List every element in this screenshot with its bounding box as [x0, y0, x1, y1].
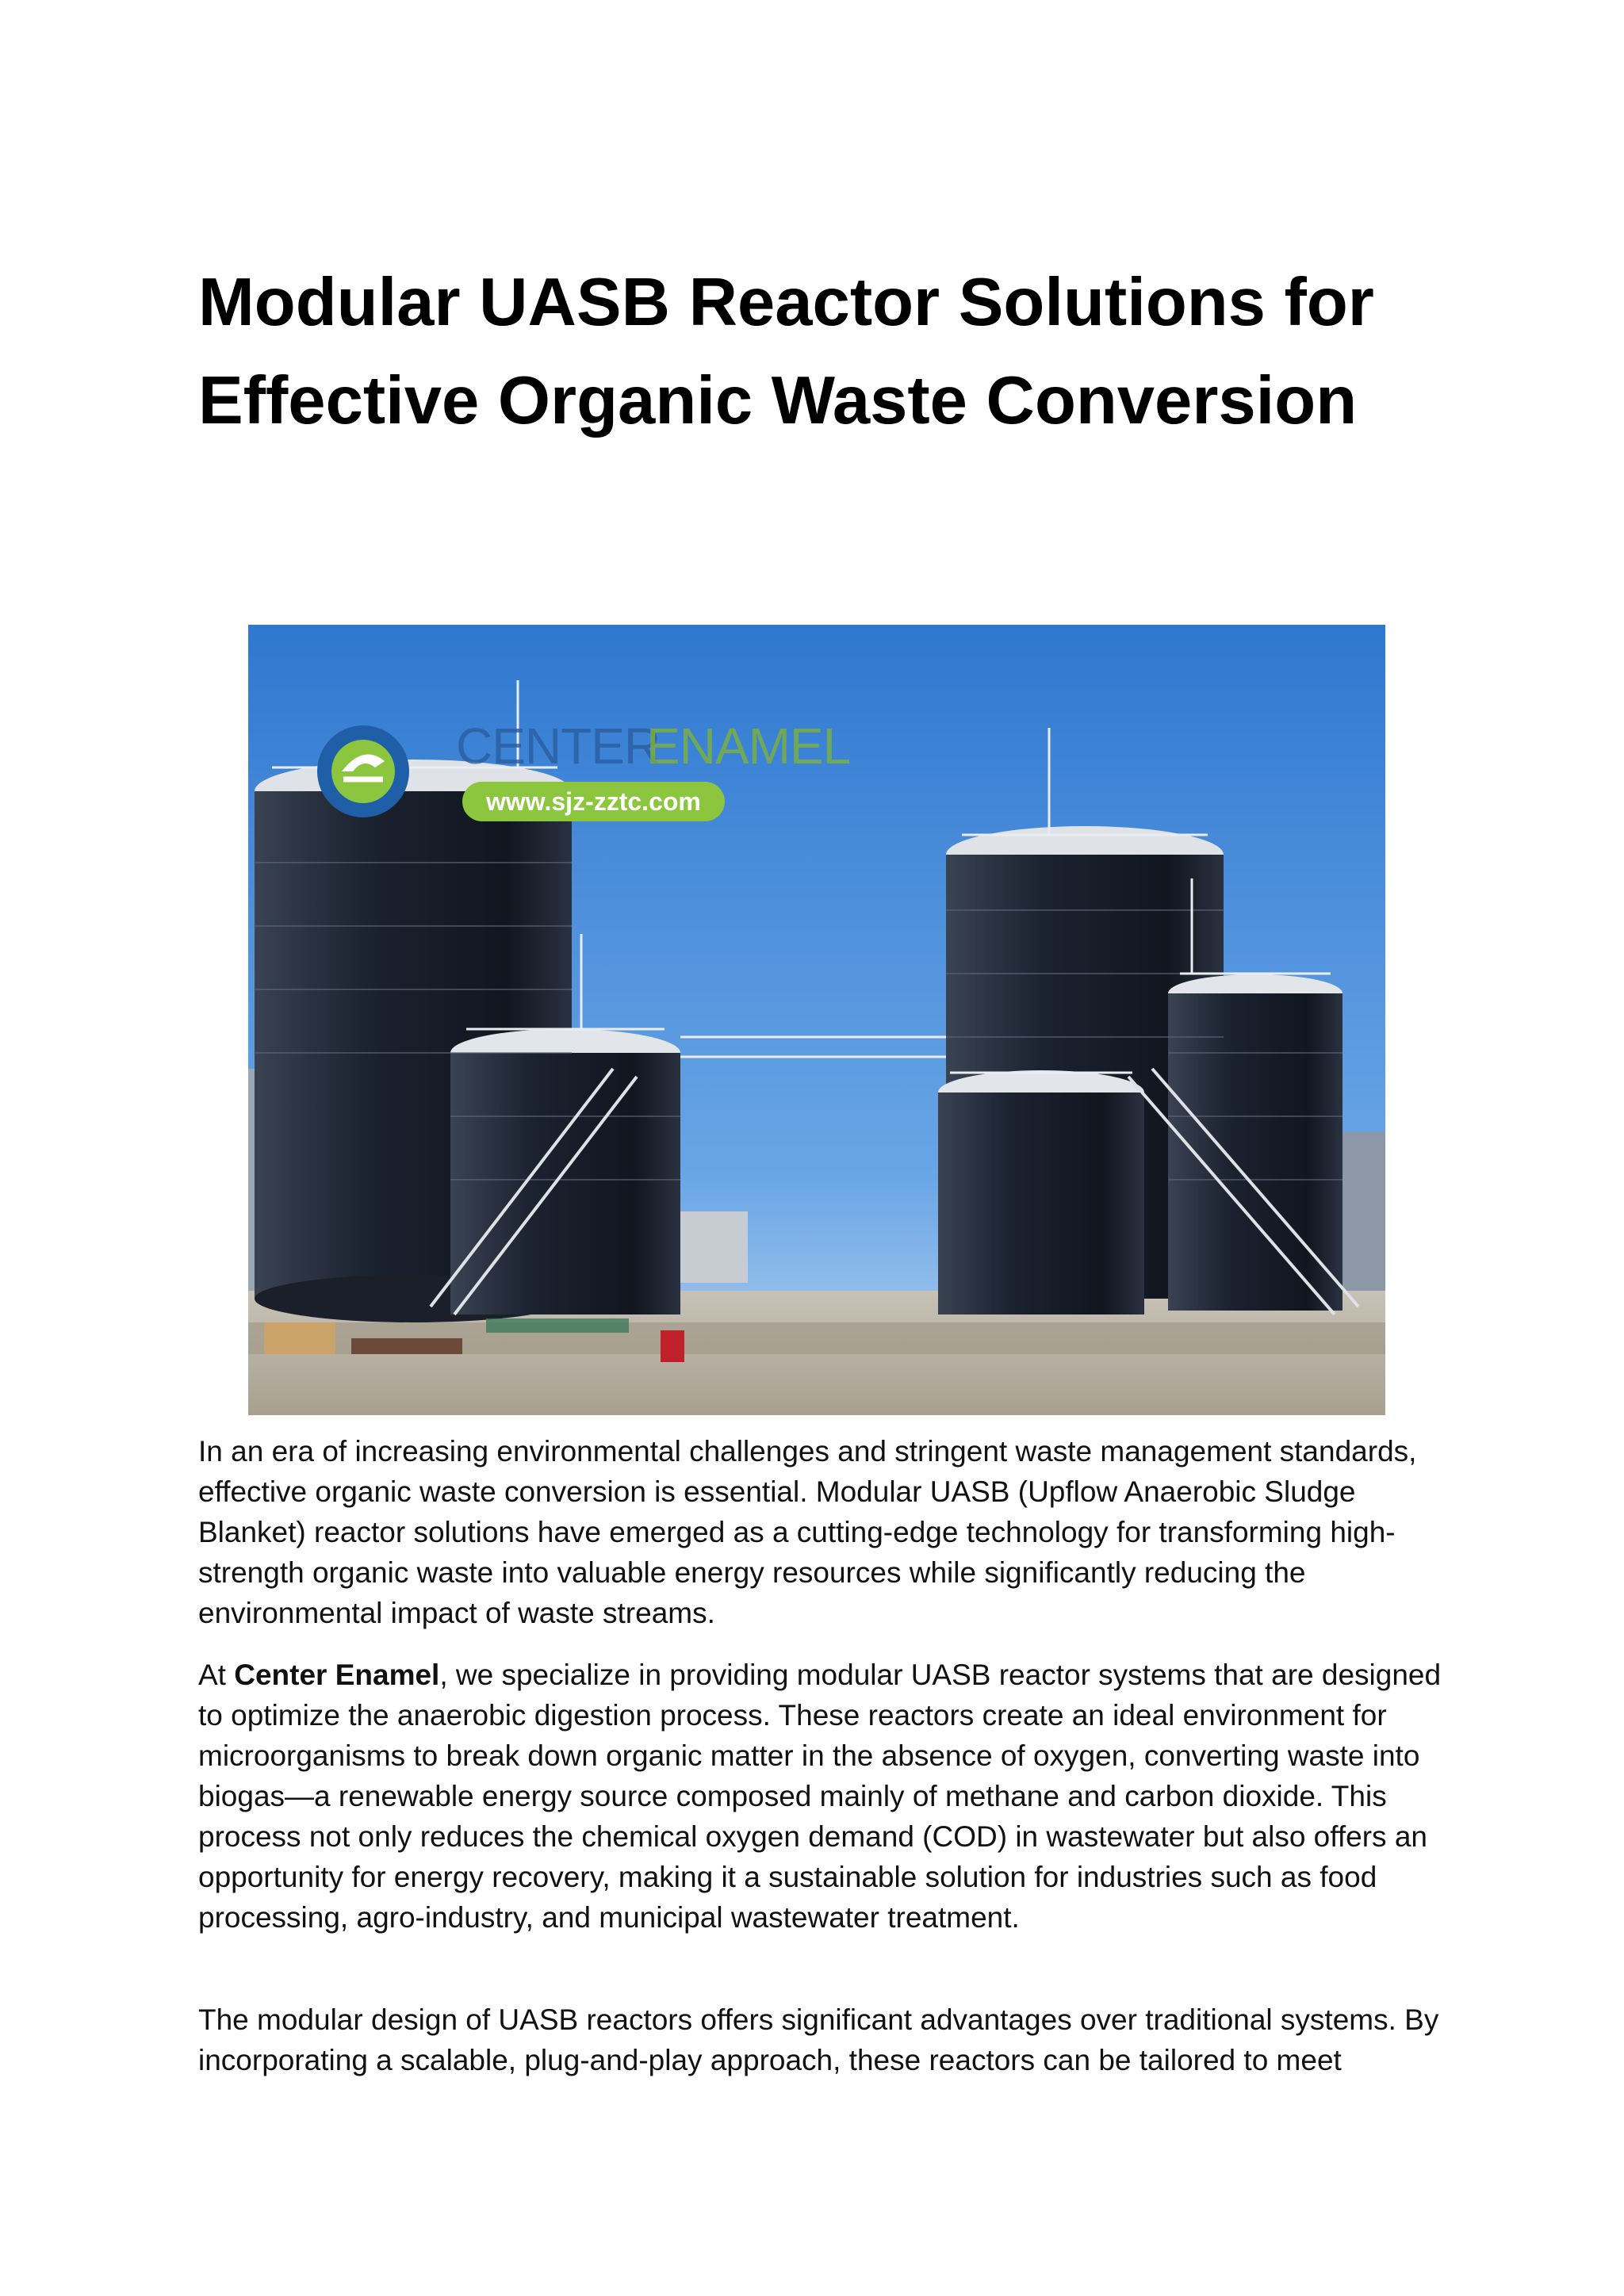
logo-text-primary: CENTER [456, 718, 661, 775]
paragraph-modular-design: The modular design of UASB reactors offers significant advantages over traditional systems. By incorporating a scalable, plug-and-play approach, these reactors can be tailored to meet [198, 2003, 1439, 2076]
paragraph-suffix: , we specialize in providing modular UASB reactor systems that are designed to optimize the anaerobic digestion process. These reactors create an ideal environment for microorganisms to break down organic matter in the absence of oxygen, converting waste into biogas—a renewable energy source composed mainly of methane and carbon dioxide. This process not only reduces the chemical oxygen demand (COD) in wastewater but also offers an opportunity for energy recovery, making it a sustainable solution for industries such as food processing, agro-industry, and municipal wastewater treatment. [198, 1659, 1442, 1934]
company-name: Center Enamel [234, 1659, 440, 1691]
paragraph-center-enamel [198, 1655, 1451, 1938]
reactor-photo [248, 625, 1385, 1415]
center-enamel-logo-icon [317, 725, 409, 817]
paragraph-prefix: At [198, 1659, 235, 1691]
logo-text-secondary: ENAMEL [646, 718, 851, 775]
document-title: Modular UASB Reactor Solutions for Effective Organic Waste Conversion [198, 265, 1374, 438]
logo-url-badge: www.sjz-zztc.com [462, 782, 725, 821]
paragraph-intro: In an era of increasing environmental challenges and stringent waste management standards, effective organic waste conversion is essential. Modular UASB (Upflow Anaerobic Sludge Blanket) reactor solutions have emerged as a cutting-edge technology for transforming high-strength organic waste into valuable energy resources while significantly reducing the environmental impact of waste streams. [198, 1435, 1417, 1629]
